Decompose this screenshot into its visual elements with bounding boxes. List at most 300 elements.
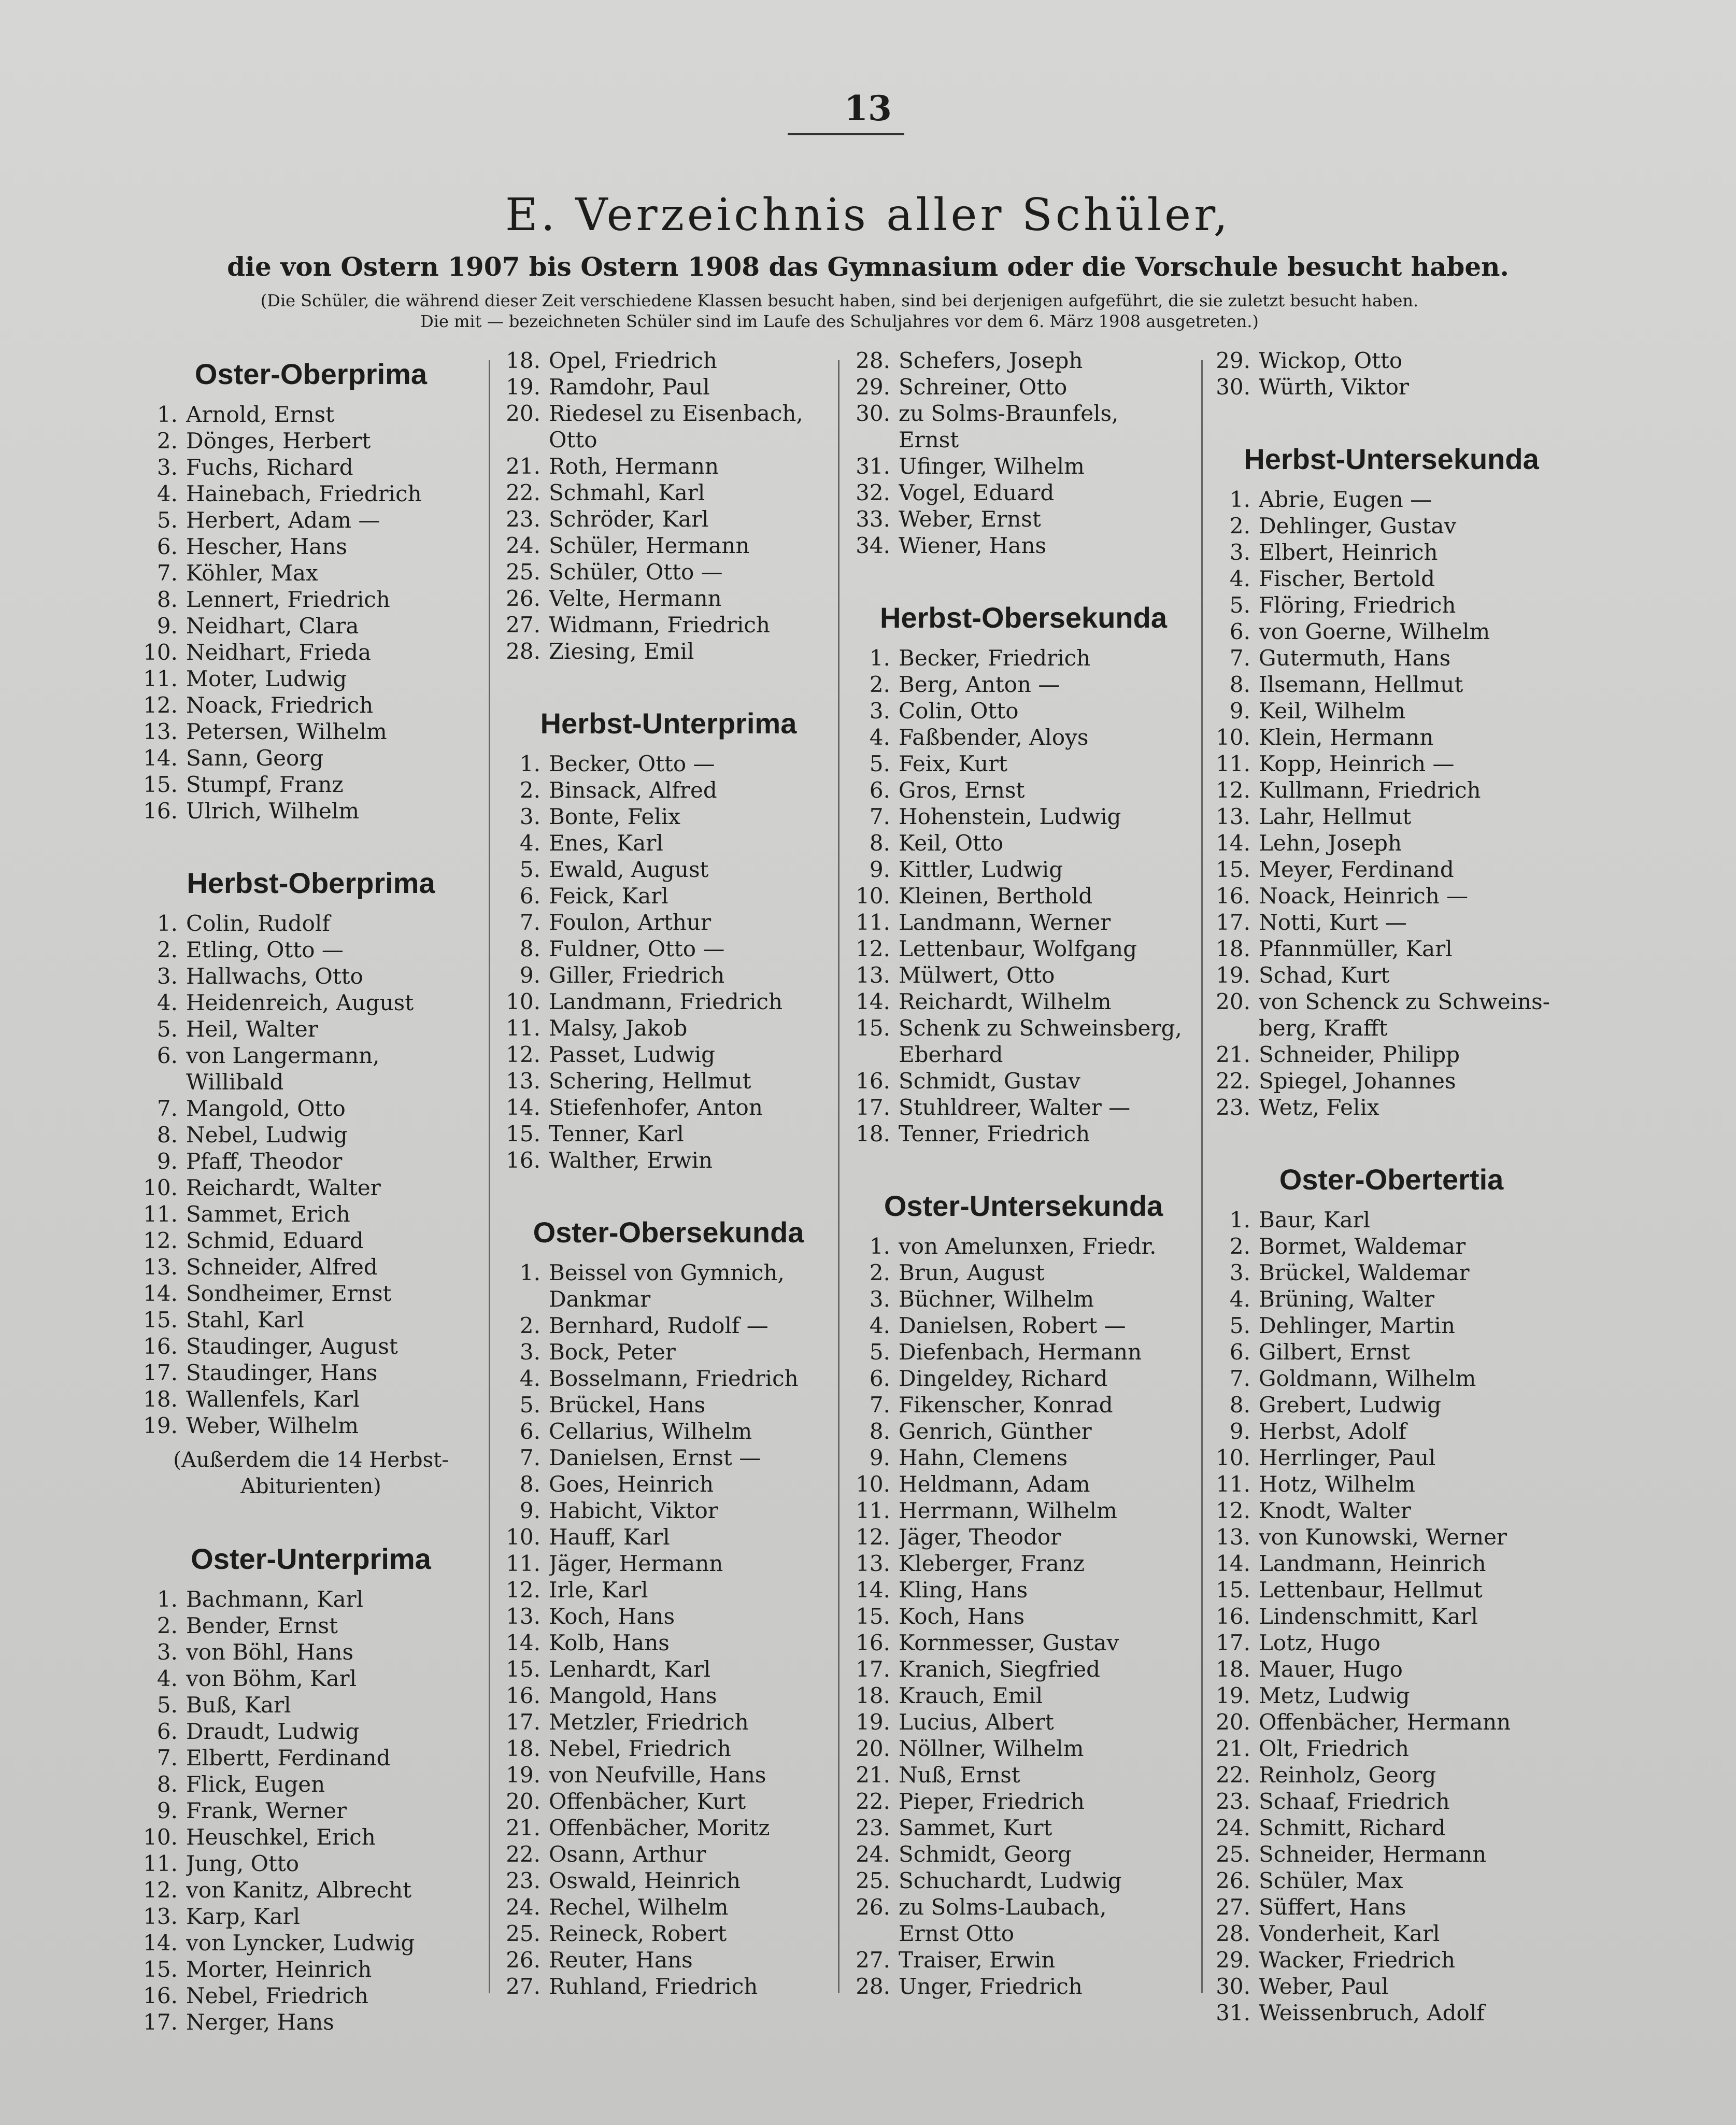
student-name: Neidhart, Frieda [186,640,372,665]
entry-number: 3. [519,1339,540,1365]
entry-number: 28. [856,1974,890,1999]
student-entry [1205,1762,1578,1788]
class-title: Oster-Untersekunda [884,1189,1163,1222]
column-4 [1205,347,1578,2026]
student-entry [845,1121,1202,1147]
student-name: Pfannmüller, Karl [1259,936,1453,961]
student-name: Kleberger, Franz [899,1551,1085,1576]
student-name: Staudinger, August [186,1334,398,1359]
student-name: Pfaff, Theodor [186,1149,343,1174]
student-entry [845,1312,1202,1339]
student-entry [495,1656,842,1682]
student-entry [845,1682,1202,1709]
student-name: Süffert, Hans [1259,1894,1406,1920]
entry-number: 14. [856,1577,890,1603]
student-name: Sammet, Kurt [899,1815,1052,1840]
student-entry [845,1656,1202,1682]
student-entry [845,803,1202,830]
student-entry [845,1550,1202,1577]
student-entry [495,1709,842,1735]
entry-number: 12. [506,1577,540,1603]
entry-number: 27. [856,1947,890,1973]
student-entry [495,1259,842,1286]
entry-number: 12. [856,936,890,961]
student-entry [845,1497,1202,1524]
student-entry [132,1307,490,1333]
student-entry [132,1903,490,1930]
student-name: Bachmann, Karl [186,1586,364,1612]
student-name: von Goerne, Wilhelm [1259,619,1490,644]
entry-number: 13. [506,1068,540,1094]
student-name: Jäger, Theodor [899,1524,1061,1550]
entry-number: 5. [519,1392,540,1418]
student-entry [132,963,490,989]
student-entry [1205,1471,1578,1497]
student-entry [132,1930,490,1956]
entry-number: 15. [506,1656,540,1682]
student-name: von Kanitz, Albrecht [186,1877,412,1903]
student-entry [1205,856,1578,883]
student-name: Hauff, Karl [549,1524,670,1550]
student-name: Vonderheit, Karl [1259,1921,1440,1946]
student-name: Noack, Heinrich — [1259,883,1469,909]
student-name: Schreiner, Otto [899,374,1068,400]
column-2 [495,347,842,2000]
entry-number [132,1069,186,1095]
entry-number: 9. [156,1149,178,1174]
student-name: Passet, Ludwig [549,1042,716,1067]
entry-number: 12. [143,1228,178,1253]
entry-number: 13. [143,1254,178,1280]
student-name: Jäger, Hermann [549,1551,723,1576]
entry-number: 14. [143,1930,178,1956]
entry-number: 25. [506,559,540,585]
student-entry [495,1682,842,1709]
student-name: Genrich, Günther [899,1419,1092,1444]
student-entry [1205,1841,1578,1867]
student-name: Herrlinger, Paul [1259,1445,1436,1470]
column-3 [845,347,1202,2000]
entry-number: 1. [156,402,178,427]
student-name: Bosselmann, Friedrich [549,1366,799,1391]
student-name: Staudinger, Hans [186,1360,378,1385]
entry-number: 10. [856,883,890,909]
student-list [132,910,490,1439]
student-name: Knodt, Walter [1259,1498,1411,1523]
student-entry [132,1280,490,1307]
class-section [845,1179,1202,2000]
student-entry [1205,513,1578,539]
student-entry [1205,1068,1578,1094]
student-name: Olt, Friedrich [1259,1736,1409,1761]
entry-number: 17. [856,1095,890,1120]
student-entry [495,1497,842,1524]
note-line: Die mit — bezeichneten Schüler sind im Laufe des Schuljahres vor dem 6. März 1908 ausgetreten.) [420,311,1259,331]
entry-number [495,1286,549,1312]
student-entry [132,1665,490,1692]
student-entry [845,1788,1202,1815]
student-name: Flöring, Friedrich [1259,592,1456,618]
entry-number: 10. [856,1471,890,1497]
student-name: Kranich, Siegfried [899,1656,1100,1682]
entry-number: 9. [156,1798,178,1823]
entry-number: 2. [156,428,178,454]
student-list [495,750,842,1173]
entry-number: 29. [1216,1947,1250,1973]
student-entry [132,1095,490,1122]
student-entry [495,612,842,638]
student-name: Reichardt, Walter [186,1175,381,1200]
student-entry [845,909,1202,936]
student-entry [495,532,842,559]
student-name: Bernhard, Rudolf — [549,1313,769,1338]
student-name: Weissenbruch, Adolf [1259,2000,1485,2025]
entry-number: 8. [869,1419,890,1444]
student-name: Schneider, Philipp [1259,1042,1460,1067]
student-entry [845,856,1202,883]
student-entry [132,507,490,533]
student-entry [1205,1524,1578,1550]
student-name: Bock, Peter [549,1339,676,1365]
student-name: Meyer, Ferdinand [1259,857,1454,882]
entry-number: 6. [519,1419,540,1444]
section-note: Abiturienten) [240,1475,381,1498]
student-name: Brüning, Walter [1259,1286,1434,1312]
student-name: Stuhldreer, Walter — [899,1095,1131,1120]
entry-number: 15. [856,1015,890,1041]
entry-number: 8. [156,587,178,612]
student-entry [845,750,1202,777]
student-list [495,347,842,664]
entry-number: 14. [143,745,178,771]
student-entry [845,1920,1202,1947]
student-entry [495,347,842,374]
student-entry [845,724,1202,750]
entry-number: 30. [1216,1974,1250,1999]
student-name: Petersen, Wilhelm [186,719,387,744]
student-name: Kolb, Hans [549,1630,670,1655]
entry-number: 1. [1229,1207,1250,1232]
page-number-rule [788,133,904,135]
student-name: Reichardt, Wilhelm [899,989,1112,1014]
entry-number: 6. [156,1719,178,1744]
entry-number: 2. [869,672,890,697]
student-entry [132,2009,490,2035]
student-name: Krauch, Emil [899,1683,1043,1708]
entry-number: 5. [869,1339,890,1365]
student-entry [845,400,1202,427]
entry-number: 17. [143,2009,178,2035]
student-entry [495,1947,842,1973]
entry-number: 3. [869,698,890,724]
student-name: Offenbächer, Hermann [1259,1709,1511,1735]
student-entry [1205,1630,1578,1656]
entry-number: 3. [156,1639,178,1665]
entry-number: 13. [1216,1524,1250,1550]
student-entry [845,1339,1202,1365]
entry-number: 15. [143,772,178,797]
student-name: von Kunowski, Werner [1259,1524,1507,1550]
student-name: Lettenbaur, Hellmut [1259,1577,1483,1603]
class-title: Herbst-Unterprima [540,707,797,740]
entry-number: 15. [506,1121,540,1146]
student-name: Dönges, Herbert [186,428,371,454]
student-entry [132,533,490,560]
student-entry [132,1692,490,1718]
entry-number: 29. [1216,348,1250,373]
student-name: Dankmar [549,1286,651,1312]
entry-number: 14. [506,1630,540,1655]
student-entry [495,374,842,400]
student-entry [1205,724,1578,750]
student-entry [495,1068,842,1094]
student-entry [132,1797,490,1824]
entry-number [1205,1015,1259,1041]
entry-number: 1. [519,751,540,776]
student-name: Brückel, Hans [549,1392,706,1418]
entry-number: 4. [156,1666,178,1691]
entry-number: 5. [156,1016,178,1042]
student-name: Fischer, Bertold [1259,566,1435,591]
student-entry [845,374,1202,400]
student-entry [1205,1365,1578,1392]
student-name: Notti, Kurt — [1259,910,1407,935]
entry-number: 10. [1216,1445,1250,1470]
student-entry [132,1227,490,1254]
page-number: 13 [844,88,892,129]
student-entry [845,962,1202,988]
entry-number: 1. [1229,487,1250,512]
note-line: (Die Schüler, die während dieser Zeit verschiedene Klassen besucht haben, sind bei derjenigen aufgeführt, die sie zuletzt besucht haben. [260,291,1419,310]
student-name: Hallwachs, Otto [186,964,363,989]
class-section [845,347,1202,559]
student-name: zu Solms-Braunfels, [899,401,1119,426]
student-name: Noack, Friedrich [186,692,374,718]
student-entry [845,453,1202,479]
student-entry [845,645,1202,671]
entry-number: 3. [156,455,178,480]
entry-number: 9. [519,962,540,988]
student-name: Arnold, Ernst [186,402,334,427]
student-name: Mülwert, Otto [899,962,1055,988]
student-name: Colin, Otto [899,698,1019,724]
class-title: Herbst-Obersekunda [880,601,1167,634]
student-name: Baur, Karl [1259,1207,1371,1232]
entry-number: 26. [506,1947,540,1973]
student-name: Diefenbach, Hermann [899,1339,1142,1365]
student-name: Ruhland, Friedrich [549,1974,758,1999]
student-name: Lotz, Hugo [1259,1630,1381,1655]
student-entry [495,1444,842,1471]
student-name: Binsack, Alfred [549,777,717,803]
entry-number: 12. [856,1524,890,1550]
student-entry [845,1709,1202,1735]
entry-number: 8. [519,936,540,961]
student-entry [495,1762,842,1788]
entry-number: 6. [1229,619,1250,644]
student-name: Lehn, Joseph [1259,830,1402,856]
entry-number: 3. [869,1286,890,1312]
student-name: von Böhl, Hans [186,1639,354,1665]
student-entry [132,1877,490,1903]
student-name: Kopp, Heinrich — [1259,751,1455,776]
student-name: Weber, Wilhelm [186,1413,359,1438]
student-entry [845,347,1202,374]
entry-number: 9. [869,1445,890,1470]
student-entry [845,1630,1202,1656]
entry-number: 24. [856,1841,890,1867]
entry-number: 13. [506,1604,540,1629]
student-name: Traiser, Erwin [899,1947,1056,1973]
student-list [845,347,1202,559]
student-entry [132,1148,490,1174]
student-name: Danielsen, Robert — [899,1313,1126,1338]
student-entry [495,1788,842,1815]
entry-number: 20. [1216,989,1250,1014]
student-entry [1205,1207,1578,1233]
entry-number: 7. [869,804,890,829]
entry-number: 26. [506,586,540,611]
entry-number: 1. [869,1234,890,1259]
student-name: Lucius, Albert [899,1709,1054,1735]
student-name: Abrie, Eugen — [1259,487,1432,512]
entry-number: 20. [506,401,540,426]
student-name: Herbert, Adam — [186,507,380,533]
entry-number: 8. [156,1772,178,1797]
student-name: Schmahl, Karl [549,480,705,505]
entry-number: 2. [156,1613,178,1638]
student-name: Wiener, Hans [899,533,1047,558]
entry-number: 7. [519,1445,540,1470]
student-entry [1205,1497,1578,1524]
entry-number: 27. [1216,1894,1250,1920]
student-name: Herbst, Adolf [1259,1419,1407,1444]
entry-number: 10. [506,989,540,1014]
student-name: Würth, Viktor [1259,374,1409,400]
entry-number: 12. [143,692,178,718]
student-name: Rechel, Wilhelm [549,1894,729,1920]
entry-number: 15. [143,1957,178,1982]
student-name: Klein, Hermann [1259,725,1434,750]
entry-number: 15. [1216,1577,1250,1603]
entry-number: 12. [1216,1498,1250,1523]
entry-number: 8. [1229,672,1250,697]
student-name: Enes, Karl [549,830,663,856]
student-name: Brun, August [899,1260,1045,1285]
entry-number: 11. [506,1551,540,1576]
entry-number: 4. [1229,566,1250,591]
student-entry [1205,830,1578,856]
student-name: Weber, Paul [1259,1974,1389,1999]
student-name: Büchner, Wilhelm [899,1286,1094,1312]
student-entry [845,1577,1202,1603]
student-name: Fuchs, Richard [186,455,353,480]
student-entry [495,988,842,1015]
entry-number: 12. [1216,777,1250,803]
entry-number: 11. [143,1201,178,1227]
student-name: Gros, Ernst [899,777,1025,803]
student-entry [1205,671,1578,698]
entry-number: 16. [1216,883,1250,909]
student-list [1205,1207,1578,2026]
student-name: Goldmann, Wilhelm [1259,1366,1476,1391]
student-entry [132,560,490,586]
entry-number: 20. [1216,1709,1250,1735]
student-list [1205,486,1578,1121]
student-name: Tenner, Karl [549,1121,684,1146]
student-name: Wacker, Friedrich [1259,1947,1456,1973]
student-name: Beissel von Gymnich, [549,1260,785,1285]
student-entry [845,883,1202,909]
class-title: Herbst-Untersekunda [1244,443,1539,475]
entry-number: 23. [1216,1789,1250,1814]
student-entry [1205,1867,1578,1894]
student-entry [845,479,1202,506]
student-entry [845,671,1202,698]
student-name: Velte, Hermann [549,586,722,611]
student-entry [845,1392,1202,1418]
student-entry [1205,374,1578,400]
entry-number: 21. [1216,1736,1250,1761]
entry-number: 6. [156,534,178,559]
student-name: von Schenck zu Schweins- [1259,989,1550,1014]
student-entry [132,1586,490,1612]
entry-number: 6. [869,777,890,803]
student-name: Widmann, Friedrich [549,612,770,638]
student-name: Moter, Ludwig [186,666,347,691]
student-entry [495,1365,842,1392]
student-name: Danielsen, Ernst — [549,1445,761,1470]
student-name: Bonte, Felix [549,804,680,829]
student-name: Feix, Kurt [899,751,1007,776]
student-name: Hainebach, Friedrich [186,481,422,506]
student-name: Ernst [899,427,959,452]
student-entry [495,1418,842,1444]
student-entry [132,1745,490,1771]
entry-number: 25. [506,1921,540,1946]
student-name: von Lyncker, Ludwig [186,1930,415,1956]
entry-number: 19. [506,1762,540,1788]
entry-number: 15. [1216,857,1250,882]
student-name: Heldmann, Adam [899,1471,1090,1497]
entry-number: 16. [856,1068,890,1094]
entry-number: 5. [869,751,890,776]
student-name: Roth, Hermann [549,454,719,479]
student-entry [495,962,842,988]
student-entry [132,1718,490,1745]
student-name: Bender, Ernst [186,1613,338,1638]
entry-number: 9. [869,857,890,882]
student-name: Ulrich, Wilhelm [186,798,360,824]
entry-number: 24. [506,1894,540,1920]
entry-number: 29. [856,374,890,400]
student-entry [495,1286,842,1312]
entry-number: 5. [1229,1313,1250,1338]
student-entry [845,1894,1202,1920]
student-name: Mangold, Hans [549,1683,717,1708]
student-name: Walther, Erwin [549,1148,713,1173]
entry-number: 24. [506,533,540,558]
entry-number: 25. [1216,1841,1250,1867]
student-entry [132,1956,490,1982]
entry-number: 23. [506,506,540,532]
student-name: Elbertt, Ferdinand [186,1745,391,1770]
entry-number: 16. [1216,1604,1250,1629]
student-entry [1205,936,1578,962]
student-entry [845,830,1202,856]
entry-number: 4. [519,1366,540,1391]
student-name: Stahl, Karl [186,1307,304,1333]
